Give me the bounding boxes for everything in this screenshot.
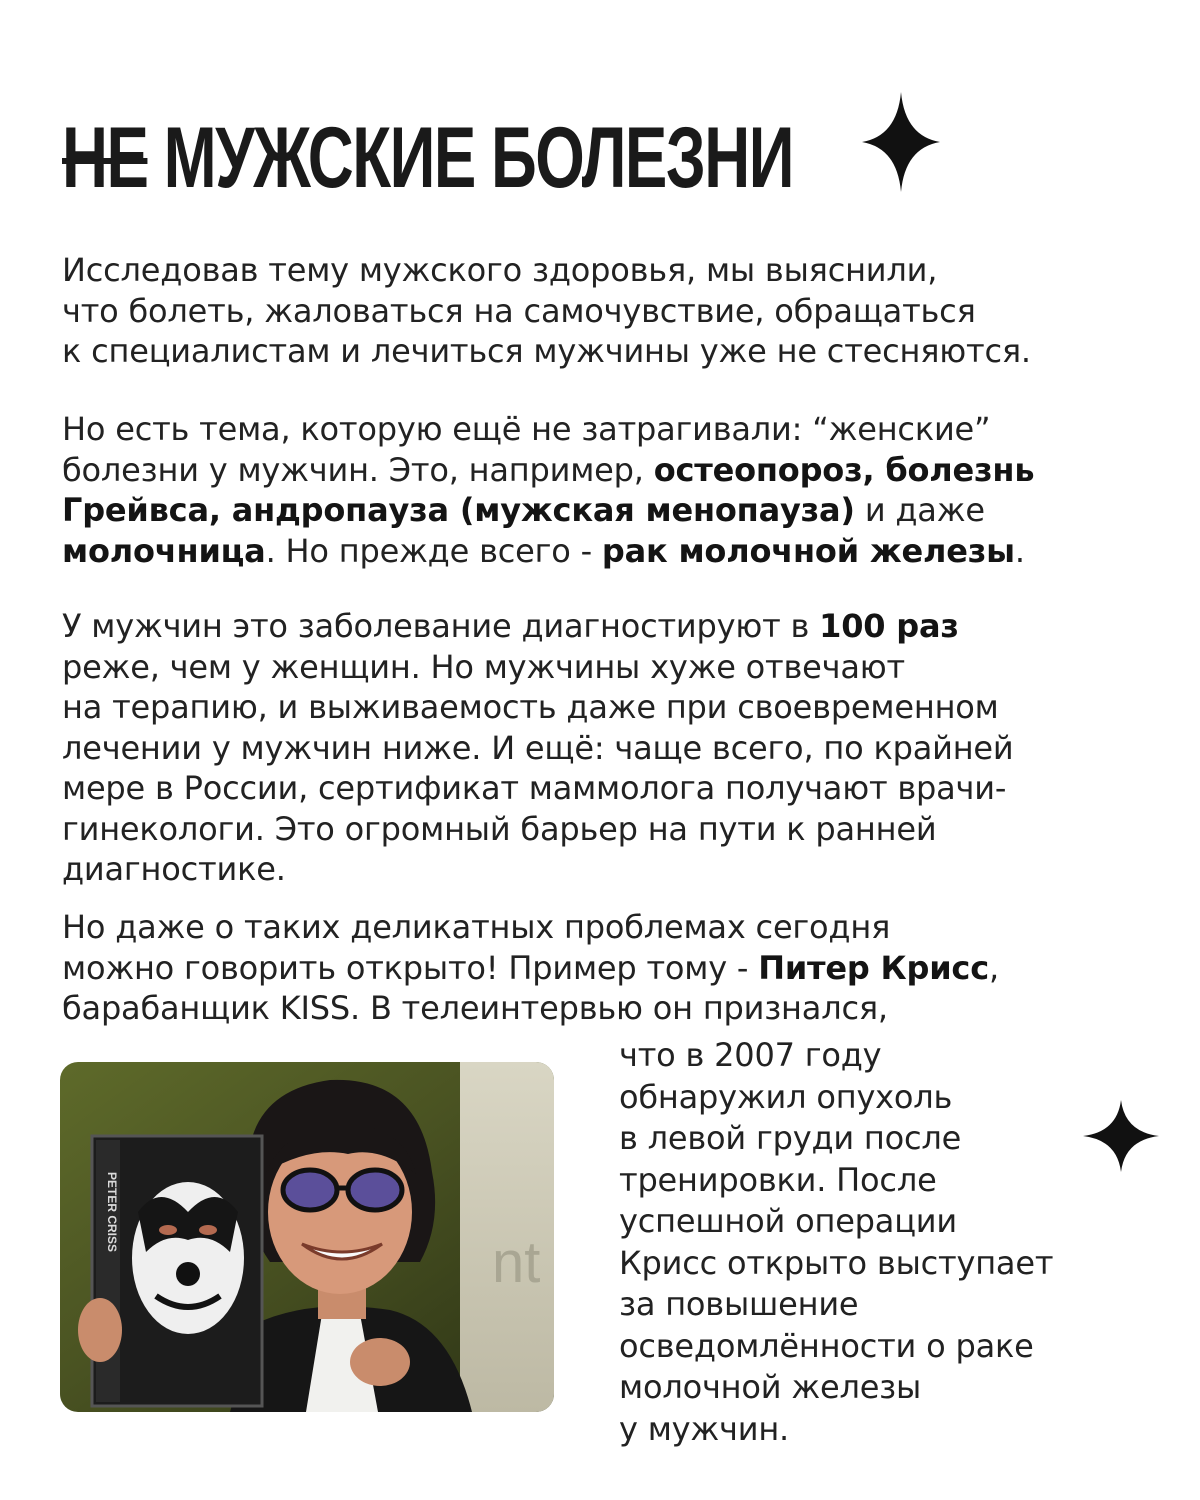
text-line: мере в России, сертификат маммолога получают врачи- [62, 769, 1007, 807]
text-line: что болеть, жаловаться на самочувствие, обращаться [62, 291, 976, 330]
intro-paragraph [62, 250, 1031, 372]
text-line: болезни у мужчин. Это, например, остеопороз, болезнь [62, 450, 1035, 489]
text-line: обнаружил опухоль [619, 1077, 953, 1116]
text-line: у мужчин. [619, 1409, 790, 1448]
highlight-diseases: Грейвса, андропауза (мужская менопауза) [62, 491, 855, 529]
text-line: успешной операции [619, 1202, 957, 1240]
text-line: осведомлённости о раке [619, 1326, 1034, 1365]
text-line: Крисс открыто выступает [619, 1243, 1054, 1282]
text-line: к специалистам и лечиться мужчины уже не стесняются. [62, 332, 1031, 370]
book-spine-text: PETER CRISS [105, 1172, 119, 1253]
page-title [62, 108, 793, 208]
text-line: на терапию, и выживаемость даже при своевременном [62, 688, 999, 726]
highlight-breast-cancer: рак молочной железы [601, 531, 1015, 570]
text-line: реже, чем у женщин. Но мужчины хуже отвечают [62, 647, 905, 686]
side-text [619, 1035, 1053, 1450]
text-line: барабанщик KISS. В телеинтервью он признался, [62, 989, 888, 1027]
text-line: молочница. Но прежде всего - рак молочной железы. [62, 531, 1025, 570]
background-sign-text: nt [492, 1230, 541, 1295]
peter-criss-paragraph [62, 907, 999, 1029]
text-line: молочной железы [619, 1368, 922, 1406]
text-line: Грейвса, андропауза (мужская менопауза) и даже [62, 491, 985, 529]
text-line: Исследовав тему мужского здоровья, мы выяснили, [62, 251, 938, 289]
text-line: У мужчин это заболевание диагностируют в 100 раз [62, 607, 959, 645]
text-line: что в 2007 году [619, 1036, 882, 1074]
text-line: в левой груди после [619, 1119, 962, 1157]
sparkle-star-icon [862, 92, 940, 192]
text-line: Но есть тема, которую ещё не затрагивали: “женские” [62, 410, 991, 448]
female-diseases-paragraph [62, 409, 1034, 571]
highlight-diseases: остеопороз, болезнь [653, 450, 1035, 489]
highlight-100-times: 100 раз [819, 607, 959, 645]
peter-criss-photo [60, 1062, 554, 1412]
sparkle-star-icon [1083, 1100, 1159, 1172]
text-line: можно говорить открыто! Пример тому - Питер Крисс, [62, 948, 999, 987]
text-line: лечении у мужчин ниже. И ещё: чаще всего, по крайней [62, 728, 1014, 767]
highlight-peter-criss: Питер Крисс [758, 948, 989, 987]
title-struck-word: НЕ [62, 110, 148, 206]
text-line: Но даже о таких деликатных проблемах сегодня [62, 908, 891, 946]
highlight-thrush: молочница [62, 531, 266, 570]
text-line: диагностике. [62, 850, 286, 888]
statistics-paragraph [62, 606, 1014, 890]
text-line: за повышение [619, 1285, 859, 1323]
title-rest: МУЖСКИЕ БОЛЕЗНИ [147, 110, 793, 206]
text-line: гинекологи. Это огромный барьер на пути к ранней [62, 809, 937, 848]
text-line: тренировки. После [619, 1160, 937, 1199]
